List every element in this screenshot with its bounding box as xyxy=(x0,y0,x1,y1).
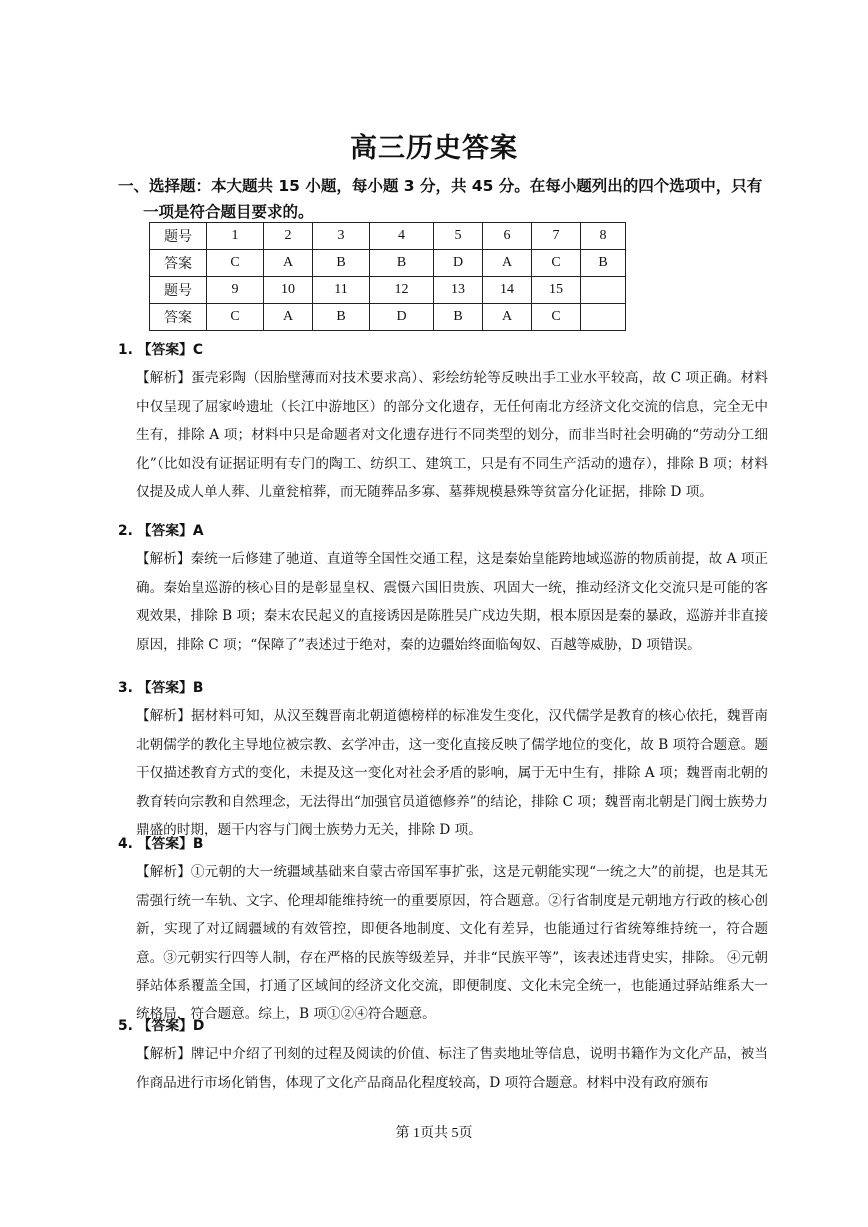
question-5-answer: 5. 【答案】D xyxy=(118,1018,205,1034)
question-3 xyxy=(118,674,768,844)
table-cell: 3 xyxy=(313,223,370,250)
table-cell: 8 xyxy=(581,223,626,250)
question-2-answer: 2. 【答案】A xyxy=(118,523,204,539)
table-cell: A xyxy=(483,304,532,331)
answer-table xyxy=(149,222,626,331)
table-cell: 14 xyxy=(483,277,532,304)
table-cell: 7 xyxy=(532,223,581,250)
question-4-answer: 4. 【答案】B xyxy=(118,836,204,852)
section-heading-line2: 一项是符合题目要求的。 xyxy=(143,203,314,221)
table-cell: C xyxy=(207,250,264,277)
table-cell: 4 xyxy=(370,223,434,250)
table-cell: A xyxy=(264,304,313,331)
table-cell: 题号 xyxy=(150,277,207,304)
table-cell: 12 xyxy=(370,277,434,304)
section-heading-line1: 一、选择题：本大题共 15 小题，每小题 3 分，共 45 分。在每小题列出的四个选项中，只有 xyxy=(118,177,763,195)
question-2 xyxy=(118,517,768,659)
question-1-explanation: 【解析】蛋壳彩陶（因胎壁薄而对技术要求高）、彩绘纺轮等反映出手工业水平较高，故 C 项正确。材料中仅呈现了屈家岭遗址（长江中游地区）的部分文化遗存，无任何南北方经济文化交流的信息，完全无中生有，排除 A 项；材料中只是命题者对文化遗存进行不同类型的划分，而非当时社会明确的“劳动分工细化”（比如没有证据证明有专门的陶工、纺织工、建筑工，只是有不同生产活动的遗存），排除 B 项；材料仅提及成人单人葬、儿童瓮棺葬，而无随葬品多寡、墓葬规模悬殊等贫富分化证据，排除 D 项。 xyxy=(136,370,768,501)
table-cell: A xyxy=(483,250,532,277)
table-row xyxy=(150,250,626,277)
table-cell: 9 xyxy=(207,277,264,304)
table-row xyxy=(150,304,626,331)
question-4-explanation: 【解析】①元朝的大一统疆域基础来自蒙古帝国军事扩张，这是元朝能实现“一统之大”的前提，也是其无需强行统一车轨、文字、伦理却能维持统一的重要原因，符合题意。②行省制度是元朝地方行政的核心创新，实现了对辽阔疆域的有效管控，即便各地制度、文化有差异，也能通过行省统筹维持统一，符合题意。③元朝实行四等人制，存在严格的民族等级差异，并非“民族平等”，该表述违背史实，排除。 ④元朝驿站体系覆盖全国，打通了区域间的经济文化交流，即便制度、文化未完全统一，也能通过驿站维系大一统格局，符合题意。综上，B 项①②④符合题意。 xyxy=(136,864,768,1023)
table-cell xyxy=(581,277,626,304)
page-title: 高三历史答案 xyxy=(350,133,518,164)
table-cell: 13 xyxy=(434,277,483,304)
table-cell: B xyxy=(313,250,370,277)
table-cell: 10 xyxy=(264,277,313,304)
question-3-explanation: 【解析】据材料可知，从汉至魏晋南北朝道德榜样的标准发生变化，汉代儒学是教育的核心依托，魏晋南北朝儒学的教化主导地位被宗教、玄学冲击，这一变化直接反映了儒学地位的变化，故 B 项符合题意。题干仅描述教育方式的变化，未提及这一变化对社会矛盾的影响，属于无中生有，排除 A 项；魏晋南北朝的教育转向宗教和自然理念，无法得出“加强官员道德修养”的结论，排除 C 项；魏晋南北朝是门阀士族势力鼎盛的时期，题干内容与门阀士族势力无关，排除 D 项。 xyxy=(136,708,768,839)
table-cell: 答案 xyxy=(150,250,207,277)
table-cell: 答案 xyxy=(150,304,207,331)
table-cell: 6 xyxy=(483,223,532,250)
question-5-explanation: 【解析】牌记中介绍了刊刻的过程及阅读的价值、标注了售卖地址等信息，说明书籍作为文化产品，被当作商品进行市场化销售，体现了文化产品商品化程度较高，D 项符合题意。材料中没有政府颁布 xyxy=(136,1046,768,1091)
question-3-answer: 3. 【答案】B xyxy=(118,680,204,696)
question-4 xyxy=(118,830,768,1029)
question-1 xyxy=(118,336,768,506)
table-cell: 1 xyxy=(207,223,264,250)
table-cell: A xyxy=(264,250,313,277)
question-1-answer: 1. 【答案】C xyxy=(118,342,203,358)
table-cell: 题号 xyxy=(150,223,207,250)
table-cell: C xyxy=(532,304,581,331)
table-cell: B xyxy=(370,250,434,277)
table-cell: B xyxy=(434,304,483,331)
question-2-explanation: 【解析】秦统一后修建了驰道、直道等全国性交通工程，这是秦始皇能跨地域巡游的物质前提，故 A 项正确。秦始皇巡游的核心目的是彰显皇权、震慑六国旧贵族、巩固大一统，推动经济文化交流只是可能的客观效果，排除 B 项；秦末农民起义的直接诱因是陈胜吴广戍边失期，根本原因是秦的暴政，巡游并非直接原因，排除 C 项；“保障了”表述过于绝对，秦的边疆始终面临匈奴、百越等威胁，D 项错误。 xyxy=(136,551,768,653)
section-heading xyxy=(118,173,768,225)
table-cell: 11 xyxy=(313,277,370,304)
table-cell: D xyxy=(370,304,434,331)
question-5 xyxy=(118,1012,768,1097)
page-footer: 第 1页共 5页 xyxy=(395,1126,473,1141)
table-cell: B xyxy=(313,304,370,331)
table-row xyxy=(150,277,626,304)
table-cell: 5 xyxy=(434,223,483,250)
table-cell: B xyxy=(581,250,626,277)
table-row xyxy=(150,223,626,250)
table-cell: C xyxy=(207,304,264,331)
table-cell: D xyxy=(434,250,483,277)
table-cell: C xyxy=(532,250,581,277)
table-cell xyxy=(581,304,626,331)
table-cell: 15 xyxy=(532,277,581,304)
table-cell: 2 xyxy=(264,223,313,250)
